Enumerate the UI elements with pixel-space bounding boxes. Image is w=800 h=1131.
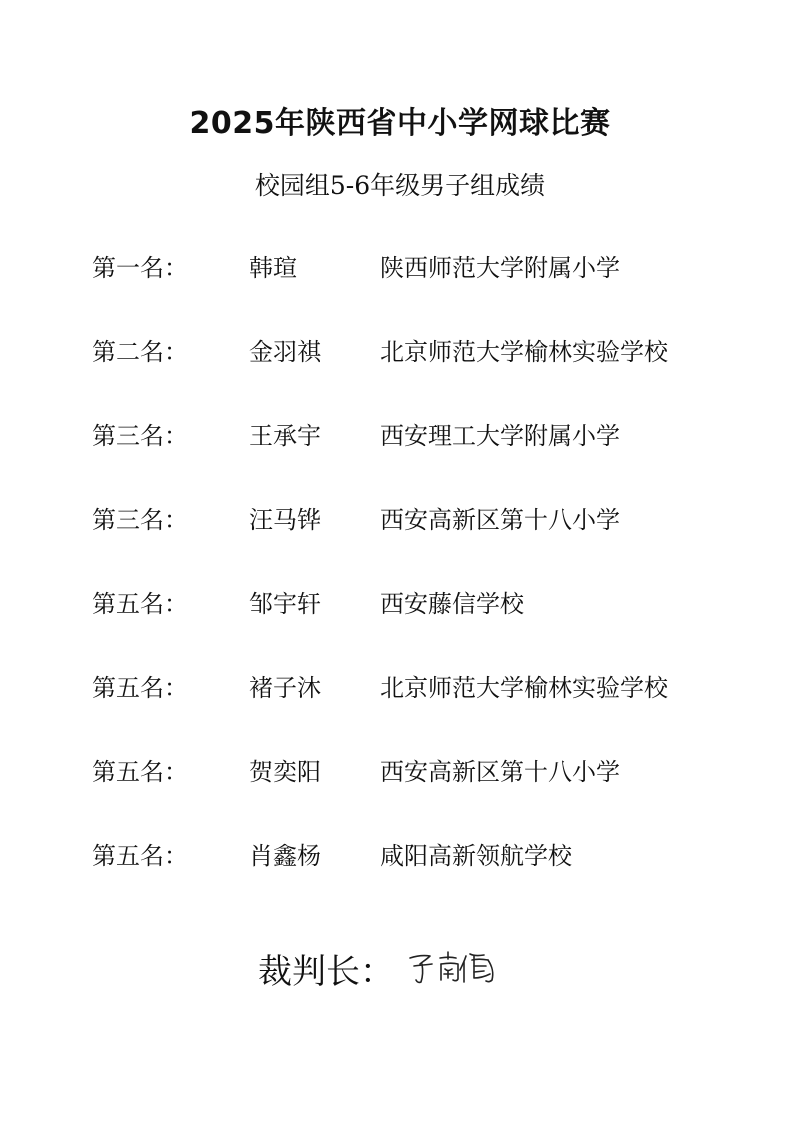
rank-label: 第五名： <box>92 674 188 702</box>
player-name: 肖鑫杨 <box>249 842 321 870</box>
rank-label: 第一名： <box>92 254 188 282</box>
result-row <box>0 500 800 584</box>
signature-icon <box>404 944 504 988</box>
page-title: 2025年陕西省中小学网球比赛 <box>189 106 611 141</box>
school-name: 咸阳高新领航学校 <box>380 842 572 870</box>
school-name: 陕西师范大学附属小学 <box>380 254 620 282</box>
referee-label: 裁判长： <box>258 952 394 992</box>
rank-label: 第二名： <box>92 338 188 366</box>
player-name: 贺奕阳 <box>249 758 321 786</box>
rank-label: 第五名： <box>92 758 188 786</box>
player-name: 汪马铧 <box>249 506 321 534</box>
player-name: 金羽祺 <box>249 338 321 366</box>
result-row <box>0 668 800 752</box>
school-name: 西安理工大学附属小学 <box>380 422 620 450</box>
school-name: 西安高新区第十八小学 <box>380 506 620 534</box>
result-row <box>0 752 800 836</box>
school-name: 西安高新区第十八小学 <box>380 758 620 786</box>
page-subtitle: 校园组5-6年级男子组成绩 <box>254 171 546 200</box>
player-name: 王承宇 <box>249 422 321 450</box>
player-name: 邹宇轩 <box>249 590 321 618</box>
rank-label: 第三名： <box>92 422 188 450</box>
player-name: 韩瑄 <box>249 254 297 282</box>
results-list <box>0 248 800 920</box>
rank-label: 第五名： <box>92 842 188 870</box>
result-row <box>0 584 800 668</box>
result-row <box>0 416 800 500</box>
rank-label: 第五名： <box>92 590 188 618</box>
school-name: 北京师范大学榆林实验学校 <box>380 674 668 702</box>
school-name: 北京师范大学榆林实验学校 <box>380 338 668 366</box>
result-row <box>0 248 800 332</box>
school-name: 西安藤信学校 <box>380 590 524 618</box>
player-name: 褚子沐 <box>249 674 321 702</box>
result-row <box>0 836 800 920</box>
rank-label: 第三名： <box>92 506 188 534</box>
result-row <box>0 332 800 416</box>
